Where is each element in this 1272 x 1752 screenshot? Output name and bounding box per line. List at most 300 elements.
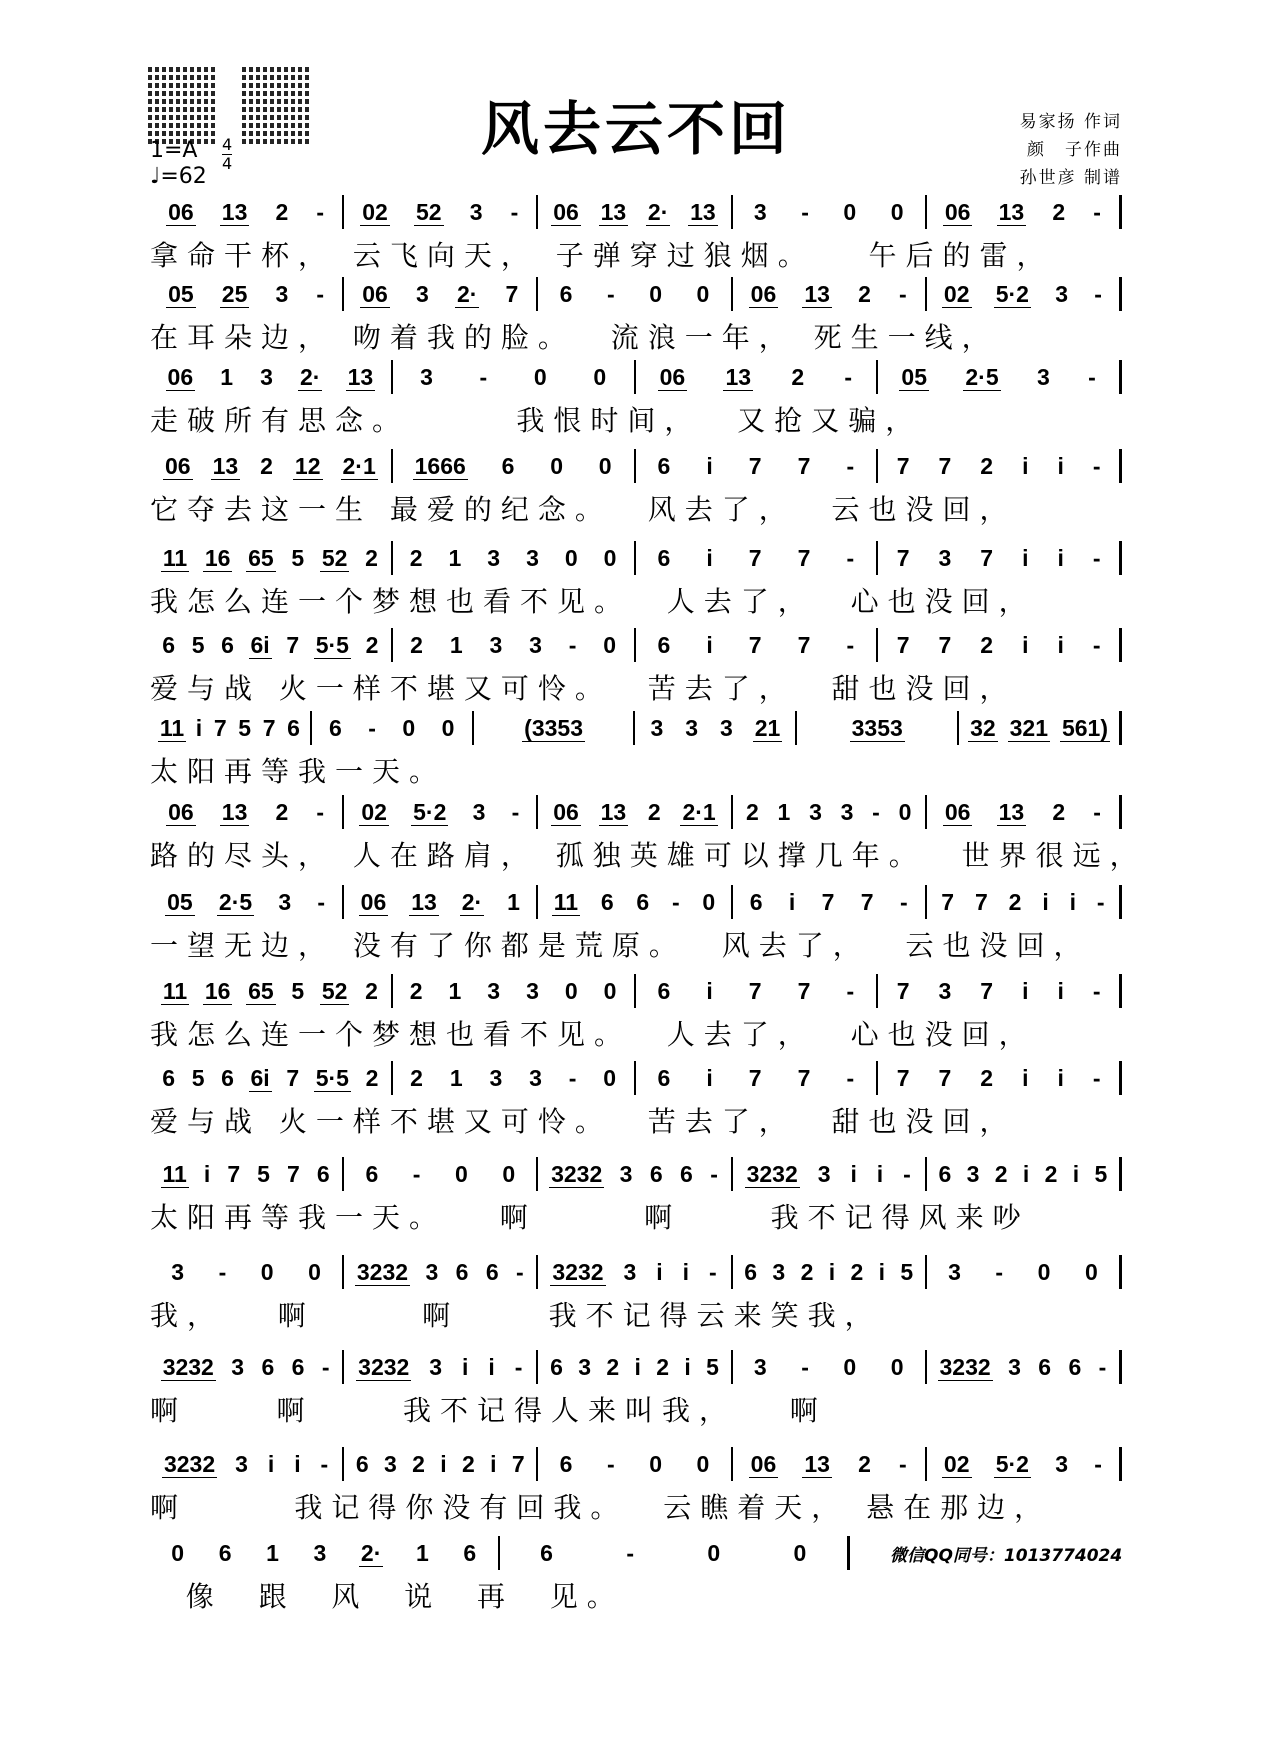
note: 3 bbox=[275, 281, 289, 307]
measure bbox=[150, 628, 393, 662]
note: - bbox=[1093, 799, 1101, 825]
note: 0 bbox=[171, 1540, 185, 1566]
note: 6 bbox=[329, 715, 342, 741]
note: 6 bbox=[455, 1259, 469, 1285]
note: i bbox=[878, 1259, 885, 1285]
measure bbox=[927, 1350, 1122, 1384]
lyrics: 一望无边， 没有了你都是荒原。 风去了， 云也没回， bbox=[150, 929, 1091, 962]
note: i bbox=[294, 1451, 301, 1477]
note: 5 bbox=[900, 1259, 914, 1285]
note: 2 bbox=[1052, 799, 1066, 825]
note: 0 bbox=[502, 1161, 516, 1187]
note: 5 bbox=[1094, 1161, 1108, 1187]
note: 2 bbox=[858, 281, 871, 307]
measure bbox=[150, 195, 344, 229]
note: 52 bbox=[415, 198, 442, 225]
score-line bbox=[150, 1448, 1122, 1526]
note: 6i bbox=[250, 631, 270, 658]
measure bbox=[150, 277, 344, 311]
note: 7 bbox=[505, 281, 519, 307]
notes bbox=[150, 278, 1122, 310]
note: 7 bbox=[262, 715, 276, 741]
measure bbox=[150, 974, 393, 1008]
note: 3 bbox=[487, 978, 501, 1004]
score-line bbox=[150, 975, 1122, 1053]
measure bbox=[344, 1157, 538, 1191]
measure bbox=[797, 711, 959, 745]
note: 3232 bbox=[551, 1160, 603, 1187]
note: 7 bbox=[748, 453, 762, 479]
note: i bbox=[1042, 889, 1049, 915]
note: 0 bbox=[603, 1065, 617, 1091]
note: 3 bbox=[1055, 281, 1068, 307]
note: 7 bbox=[213, 715, 227, 741]
note: 02 bbox=[362, 198, 388, 225]
note: 0 bbox=[843, 199, 857, 225]
note: 1 bbox=[449, 632, 463, 658]
note: 52 bbox=[321, 977, 348, 1004]
notes bbox=[150, 1351, 1122, 1383]
time-top: 4 bbox=[222, 135, 233, 154]
measure bbox=[150, 541, 393, 575]
measure bbox=[150, 1536, 500, 1570]
note: 3 bbox=[235, 1451, 248, 1477]
note: - bbox=[511, 799, 520, 825]
lyrics: 我， 啊 啊 我不记得云来笑我， bbox=[150, 1299, 882, 1332]
note: 3 bbox=[526, 545, 539, 571]
note: 2 bbox=[1008, 889, 1022, 915]
note: 06 bbox=[164, 452, 191, 479]
note: 6 bbox=[501, 453, 515, 479]
note: - bbox=[801, 199, 809, 225]
note: 321 bbox=[1009, 714, 1049, 741]
note: 2·5 bbox=[965, 363, 999, 390]
key-tempo bbox=[150, 138, 207, 190]
note: 12 bbox=[294, 452, 321, 479]
note: 6 bbox=[1038, 1354, 1052, 1380]
lyrics: 它夺去这一生 最爱的纪念。 风去了， 云也没回， bbox=[150, 493, 1017, 526]
measure bbox=[927, 277, 1122, 311]
notes bbox=[150, 975, 1122, 1007]
note: - bbox=[510, 199, 519, 225]
note: 2 bbox=[606, 1354, 620, 1380]
note: 16 bbox=[204, 544, 231, 571]
note: 11 bbox=[162, 544, 188, 571]
note: - bbox=[1092, 1065, 1101, 1091]
measure bbox=[733, 1350, 927, 1384]
note: 06 bbox=[944, 198, 971, 225]
note: 3 bbox=[489, 632, 503, 658]
note: i bbox=[706, 545, 713, 571]
measure bbox=[538, 195, 732, 229]
note: 06 bbox=[362, 280, 388, 307]
measure bbox=[878, 360, 1122, 394]
measure bbox=[538, 1255, 732, 1289]
note: 06 bbox=[750, 280, 777, 307]
note: 6 bbox=[316, 1161, 330, 1187]
measure bbox=[393, 541, 636, 575]
note: 3232 bbox=[552, 1258, 604, 1285]
lyrics: 像 跟 风 说 再 见。 bbox=[150, 1580, 624, 1613]
note: 06 bbox=[168, 798, 194, 825]
note: 7 bbox=[938, 453, 952, 479]
notes bbox=[150, 450, 1122, 482]
note: 0 bbox=[550, 453, 563, 479]
note: 6 bbox=[291, 1354, 305, 1380]
note: 06 bbox=[168, 198, 194, 225]
note: 6 bbox=[463, 1540, 477, 1566]
note: 6 bbox=[744, 1259, 758, 1285]
lyrics: 路的尽头， 人在路肩， 孤独英雄可以撑几年。 世界很远， bbox=[150, 839, 1147, 872]
note: 0 bbox=[603, 632, 617, 658]
note: i bbox=[706, 632, 713, 658]
note: 3 bbox=[578, 1354, 592, 1380]
note: 5·5 bbox=[315, 631, 349, 658]
note: 7 bbox=[938, 1065, 952, 1091]
note: 0 bbox=[898, 799, 912, 825]
note: - bbox=[708, 1259, 717, 1285]
note: 2 bbox=[994, 1161, 1008, 1187]
contact-info: 微信QQ同号：1013774024 bbox=[890, 1546, 1123, 1566]
note: 2 bbox=[850, 1259, 864, 1285]
lyrics: 啊 啊 我不记得人来叫我， 啊 bbox=[150, 1394, 827, 1427]
measure bbox=[538, 1157, 732, 1191]
note: 3 bbox=[1055, 1451, 1068, 1477]
measure bbox=[538, 277, 732, 311]
note: 02 bbox=[361, 798, 387, 825]
note: 32 bbox=[970, 714, 996, 741]
note: - bbox=[218, 1259, 227, 1285]
measure bbox=[393, 1061, 636, 1095]
note: 6 bbox=[600, 889, 614, 915]
note: - bbox=[1092, 545, 1101, 571]
measure bbox=[635, 711, 797, 745]
note: 3232 bbox=[939, 1353, 991, 1380]
note: 2 bbox=[858, 1451, 871, 1477]
note: 3 bbox=[278, 889, 292, 915]
note: 52 bbox=[321, 544, 348, 571]
note: 06 bbox=[553, 198, 579, 225]
note: i bbox=[828, 1259, 836, 1285]
note: 3 bbox=[685, 715, 698, 741]
note: 2·1 bbox=[682, 798, 716, 825]
note: 13 bbox=[725, 363, 752, 390]
note: 1 bbox=[415, 1540, 429, 1566]
note: 1 bbox=[507, 889, 520, 915]
notes bbox=[150, 361, 1122, 393]
note: 65 bbox=[248, 544, 274, 571]
note: i bbox=[1069, 889, 1076, 915]
measure bbox=[878, 449, 1122, 483]
note: 5·2 bbox=[995, 1450, 1029, 1477]
measure bbox=[312, 711, 474, 745]
note: 1 bbox=[266, 1540, 279, 1566]
note: 3 bbox=[425, 1259, 439, 1285]
note: 7 bbox=[941, 889, 955, 915]
time-signature bbox=[222, 136, 232, 173]
note: 6 bbox=[162, 1065, 176, 1091]
note: 6 bbox=[649, 1161, 663, 1187]
note: 7 bbox=[286, 632, 300, 658]
note: 0 bbox=[890, 199, 904, 225]
note: - bbox=[899, 889, 908, 915]
note: 2 bbox=[412, 1451, 425, 1477]
measure bbox=[500, 1536, 851, 1570]
measure bbox=[344, 885, 538, 919]
note: 3 bbox=[619, 1161, 633, 1187]
note: - bbox=[568, 1065, 577, 1091]
note: 0 bbox=[593, 364, 607, 390]
lyrics: 太阳再等我一天。 bbox=[150, 755, 447, 788]
score-line bbox=[150, 1158, 1122, 1236]
note: 0 bbox=[308, 1259, 321, 1285]
note: 2 bbox=[1052, 199, 1066, 225]
note: 7 bbox=[821, 889, 835, 915]
note: 2· bbox=[300, 363, 321, 390]
note: 65 bbox=[248, 977, 274, 1004]
note: 3 bbox=[529, 632, 542, 658]
score-line bbox=[150, 450, 1122, 528]
note: i bbox=[706, 978, 713, 1004]
measure bbox=[733, 885, 927, 919]
note: 6 bbox=[355, 1451, 369, 1477]
measure bbox=[733, 277, 927, 311]
note: - bbox=[317, 889, 326, 915]
note: 1 bbox=[777, 799, 791, 825]
measure bbox=[344, 277, 538, 311]
score-line bbox=[150, 196, 1122, 274]
note: 7 bbox=[797, 545, 811, 571]
note: 3 bbox=[1036, 364, 1050, 390]
note: 7 bbox=[974, 889, 988, 915]
note: 3 bbox=[526, 978, 539, 1004]
measure bbox=[733, 1157, 927, 1191]
measure bbox=[393, 360, 636, 394]
note: - bbox=[516, 1259, 524, 1285]
measure bbox=[636, 449, 879, 483]
note: 6 bbox=[221, 632, 234, 658]
note: 13 bbox=[221, 798, 248, 825]
score-line bbox=[150, 1256, 1122, 1334]
page-title: 风去云不回 bbox=[480, 95, 791, 163]
note: - bbox=[995, 1259, 1004, 1285]
note: - bbox=[1092, 453, 1101, 479]
measure bbox=[150, 360, 393, 394]
measure bbox=[733, 195, 927, 229]
key-signature: 1=A bbox=[150, 138, 198, 163]
note: - bbox=[607, 281, 615, 307]
note: 3 bbox=[650, 715, 664, 741]
note: - bbox=[626, 1540, 634, 1566]
measure bbox=[927, 1255, 1122, 1289]
note: - bbox=[1093, 199, 1101, 225]
measure bbox=[393, 628, 636, 662]
measure bbox=[150, 795, 344, 829]
note: 7 bbox=[287, 1161, 300, 1187]
note: 2· bbox=[461, 888, 483, 915]
lyrics: 我怎么连一个梦想也看不见。 人去了， 心也没回， bbox=[150, 585, 1036, 618]
note: 3 bbox=[623, 1259, 637, 1285]
note: i bbox=[462, 1354, 469, 1380]
note: 7 bbox=[980, 545, 994, 571]
note: 7 bbox=[286, 1065, 300, 1091]
note: i bbox=[1057, 545, 1064, 571]
arranger: 孙世彦 制谱 bbox=[1019, 168, 1122, 188]
note: 0 bbox=[696, 281, 710, 307]
note: 0 bbox=[890, 1354, 904, 1380]
note: 7 bbox=[748, 632, 762, 658]
note: 2· bbox=[647, 198, 669, 225]
note: 0 bbox=[564, 978, 578, 1004]
measure bbox=[959, 711, 1122, 745]
measure bbox=[344, 1447, 538, 1481]
note: - bbox=[316, 281, 325, 307]
note: 02 bbox=[943, 1450, 970, 1477]
measure bbox=[927, 885, 1122, 919]
note: 6 bbox=[485, 1259, 499, 1285]
measure bbox=[636, 974, 879, 1008]
note: 3 bbox=[260, 364, 273, 390]
note: 6 bbox=[657, 545, 671, 571]
notes bbox=[150, 1256, 1122, 1288]
note: 16 bbox=[204, 977, 231, 1004]
note: 3 bbox=[1008, 1354, 1021, 1380]
note: 6 bbox=[287, 715, 300, 741]
note: 2 bbox=[409, 545, 423, 571]
note: 7 bbox=[511, 1451, 525, 1477]
measure bbox=[927, 795, 1122, 829]
note: 13 bbox=[212, 452, 239, 479]
note: 2· bbox=[456, 280, 478, 307]
lyricist: 易家扬 作词 bbox=[1019, 112, 1122, 132]
measure bbox=[150, 449, 393, 483]
note: - bbox=[671, 889, 680, 915]
note: 3 bbox=[416, 281, 429, 307]
lyrics: 拿命干杯， 云飞向天， 子弹穿过狼烟。 午后的雷， bbox=[150, 239, 1054, 272]
note: 02 bbox=[943, 280, 970, 307]
note: 0 bbox=[564, 545, 578, 571]
note: 7 bbox=[938, 632, 952, 658]
note: - bbox=[479, 364, 488, 390]
note: 2 bbox=[410, 632, 423, 658]
measure bbox=[344, 1350, 538, 1384]
score-line bbox=[150, 886, 1122, 964]
note: 2 bbox=[365, 545, 378, 571]
lyrics: 走破所有思念。 我恨时间， 又抢又骗， bbox=[150, 404, 923, 437]
note: 06 bbox=[659, 363, 686, 390]
note: 2 bbox=[647, 799, 661, 825]
note: 6 bbox=[636, 889, 650, 915]
note: 6 bbox=[559, 1451, 573, 1477]
notes bbox=[150, 796, 1122, 828]
note: 3 bbox=[772, 1259, 786, 1285]
note: 1 bbox=[448, 545, 462, 571]
notes bbox=[150, 1158, 1122, 1190]
measure bbox=[733, 1255, 927, 1289]
score-line bbox=[150, 1351, 1122, 1429]
note: 2 bbox=[800, 1259, 814, 1285]
note: 2 bbox=[275, 199, 289, 225]
note: i bbox=[850, 1161, 857, 1187]
note: 2 bbox=[1044, 1161, 1058, 1187]
note: i bbox=[1072, 1161, 1080, 1187]
note: 2 bbox=[260, 453, 273, 479]
note: 5·2 bbox=[413, 798, 447, 825]
measure bbox=[538, 1350, 732, 1384]
note: 3 bbox=[487, 545, 501, 571]
note: 3 bbox=[753, 1354, 767, 1380]
note: 6 bbox=[261, 1354, 275, 1380]
note: 13 bbox=[690, 198, 716, 225]
note: 1 bbox=[448, 978, 462, 1004]
note: 2 bbox=[980, 632, 994, 658]
lyrics: 爱与战 火一样不堪又可怜。 苦去了， 甜也没回， bbox=[150, 672, 1017, 705]
note: - bbox=[607, 1451, 615, 1477]
note: 13 bbox=[600, 798, 627, 825]
note: 0 bbox=[707, 1540, 721, 1566]
note: i bbox=[203, 1161, 211, 1187]
composer: 颜 子作曲 bbox=[1027, 140, 1122, 160]
measure bbox=[878, 974, 1122, 1008]
note: 5 bbox=[238, 715, 252, 741]
note: 3 bbox=[469, 199, 483, 225]
note: 2 bbox=[365, 1065, 379, 1091]
note: 2·1 bbox=[342, 452, 376, 479]
lyrics: 爱与战 火一样不堪又可怜。 苦去了， 甜也没回， bbox=[150, 1105, 1017, 1138]
note: 3 bbox=[231, 1354, 245, 1380]
note: i bbox=[1022, 632, 1029, 658]
note: 13 bbox=[804, 1450, 830, 1477]
note: 3353 bbox=[851, 714, 903, 741]
measure bbox=[878, 1061, 1122, 1095]
note: - bbox=[1092, 632, 1101, 658]
note: 0 bbox=[843, 1354, 857, 1380]
note: 06 bbox=[360, 888, 387, 915]
note: 6 bbox=[938, 1161, 952, 1187]
note: 3 bbox=[938, 978, 952, 1004]
measure bbox=[733, 1447, 927, 1481]
credits bbox=[1020, 108, 1122, 192]
note: 11 bbox=[162, 1160, 187, 1187]
note: 3232 bbox=[746, 1160, 798, 1187]
note: i bbox=[682, 1259, 689, 1285]
note: 13 bbox=[411, 888, 437, 915]
note: - bbox=[316, 199, 325, 225]
note: 3 bbox=[948, 1259, 961, 1285]
note: i bbox=[706, 1065, 713, 1091]
note: 2 bbox=[980, 1065, 994, 1091]
note: 1 bbox=[449, 1065, 463, 1091]
note: 2·5 bbox=[218, 888, 253, 915]
note: - bbox=[899, 281, 907, 307]
tempo: ♩=62 bbox=[150, 164, 207, 189]
measure bbox=[393, 974, 636, 1008]
note: 6 bbox=[221, 1065, 234, 1091]
note: - bbox=[1096, 889, 1105, 915]
note: 2 bbox=[409, 978, 423, 1004]
note: i bbox=[634, 1354, 641, 1380]
note: 0 bbox=[441, 715, 455, 741]
note: - bbox=[844, 364, 853, 390]
note: 6 bbox=[749, 889, 763, 915]
note: 6 bbox=[559, 281, 573, 307]
note: 5 bbox=[291, 545, 305, 571]
note: - bbox=[1088, 364, 1096, 390]
note: - bbox=[412, 1161, 421, 1187]
note: i bbox=[1057, 978, 1064, 1004]
note: 6i bbox=[250, 1064, 270, 1091]
note: 2 bbox=[275, 799, 289, 825]
